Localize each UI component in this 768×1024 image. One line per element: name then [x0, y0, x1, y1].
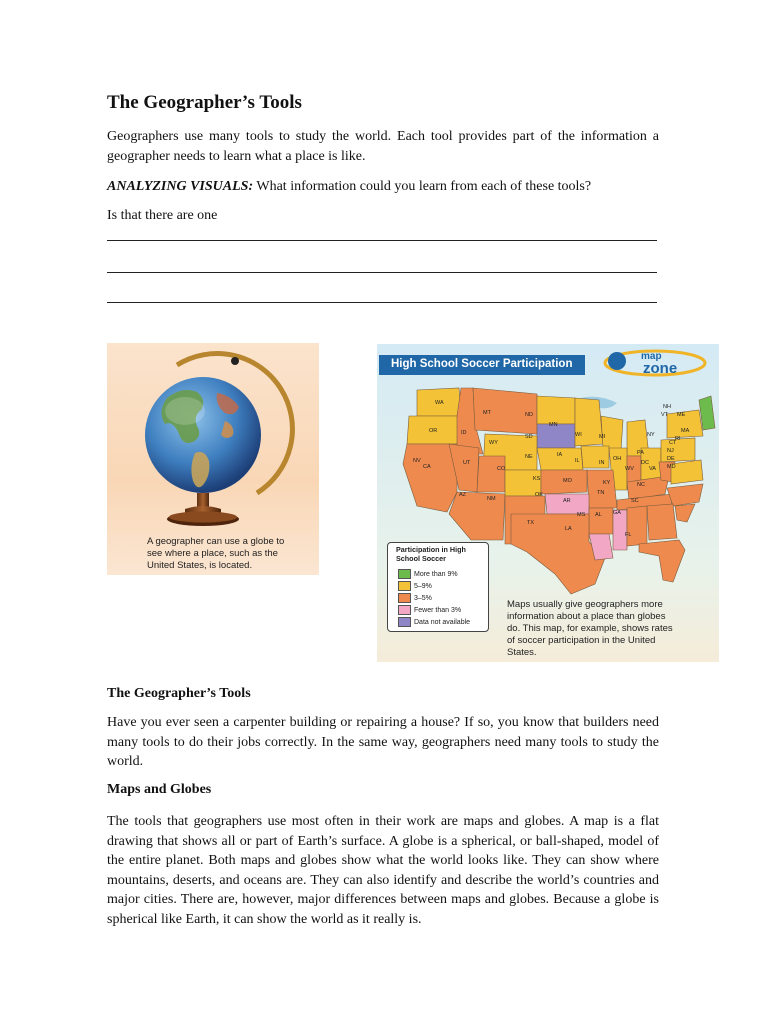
analyzing-visuals-question: What information could you learn from each of these tools? [253, 179, 592, 194]
svg-text:WV: WV [625, 466, 634, 472]
svg-text:VT: VT [661, 412, 669, 418]
svg-text:FL: FL [625, 532, 632, 538]
svg-text:MS: MS [577, 512, 586, 518]
section-maps-globes-paragraph: The tools that geographers use most often in their work are maps and globes. A map is a flat drawing that shows all or part of Earth’s surface. A globe is a spherical, or ball-shaped, model of the entire planet. Both maps and globes show what the world looks like. They can show where mountains, deserts, and oceans are. They can also identify and describe the world’s countries and major cities. There are, however, major differences between maps and globes. Because a globe is spherical like Earth, it can show the world as it really is. [107, 814, 659, 927]
svg-text:MD: MD [667, 464, 676, 470]
analyzing-visuals-label: ANALYZING VISUALS: [107, 179, 254, 194]
svg-text:AR: AR [563, 498, 571, 504]
map-zone-logo-top: map [641, 351, 662, 362]
svg-text:ID: ID [461, 430, 467, 436]
svg-text:DE: DE [667, 456, 675, 462]
svg-text:NH: NH [663, 404, 671, 410]
legend-swatch [398, 593, 411, 603]
svg-text:IN: IN [599, 460, 605, 466]
legend-item: More than 9% [398, 569, 458, 579]
svg-text:WY: WY [489, 440, 498, 446]
svg-text:UT: UT [463, 460, 471, 466]
svg-text:WA: WA [435, 400, 444, 406]
svg-text:IL: IL [575, 458, 580, 464]
svg-text:PA: PA [637, 450, 644, 456]
svg-text:AL: AL [595, 512, 602, 518]
legend-item: Data not available [398, 617, 470, 627]
svg-text:MT: MT [483, 410, 491, 416]
map-zone-logo-bottom: zone [643, 360, 678, 377]
globe-figure [107, 343, 319, 575]
svg-text:ND: ND [525, 412, 533, 418]
answer-text[interactable]: Is that there are one [107, 208, 218, 223]
svg-text:SC: SC [631, 498, 639, 504]
svg-text:KY: KY [603, 480, 611, 486]
analyzing-visuals-prompt [107, 177, 659, 197]
svg-text:RI: RI [675, 436, 681, 442]
svg-text:NM: NM [487, 496, 496, 502]
svg-text:MO: MO [563, 478, 572, 484]
svg-text:AZ: AZ [459, 492, 467, 498]
answer-line-1[interactable] [107, 240, 657, 241]
legend-swatch [398, 569, 411, 579]
svg-text:ME: ME [677, 412, 686, 418]
legend-swatch [398, 581, 411, 591]
svg-text:OK: OK [535, 492, 543, 498]
map-caption: Maps usually give geographers more information about a place than globes do. This map, for example, shows rates of soccer participation in the United States. [507, 599, 673, 658]
svg-text:NV: NV [413, 458, 421, 464]
svg-text:SD: SD [525, 434, 533, 440]
svg-text:NC: NC [637, 482, 645, 488]
map-legend [387, 542, 489, 632]
svg-text:NE: NE [525, 454, 533, 460]
answer-line-2[interactable] [107, 272, 657, 273]
svg-text:NY: NY [647, 432, 655, 438]
svg-text:LA: LA [565, 526, 572, 532]
legend-item: 3–5% [398, 593, 432, 603]
map-figure [377, 344, 719, 662]
svg-text:NJ: NJ [667, 448, 674, 454]
legend-item: Fewer than 3% [398, 605, 461, 615]
svg-text:IA: IA [557, 452, 563, 458]
answer-line-3[interactable] [107, 302, 657, 303]
svg-text:OR: OR [429, 428, 438, 434]
legend-swatch [398, 617, 411, 627]
svg-text:CA: CA [423, 464, 431, 470]
section-tools-paragraph: Have you ever seen a carpenter building or repairing a house? If so, you know that builders need many tools to do their jobs correctly. In the same way, geographers need many tools to study the world. [107, 715, 659, 769]
legend-swatch [398, 605, 411, 615]
section-heading-tools: The Geographer’s Tools [107, 686, 251, 701]
legend-title: Participation in High School Soccer [396, 545, 466, 563]
svg-text:MA: MA [681, 428, 690, 434]
svg-text:TX: TX [527, 520, 535, 526]
globe-caption: A geographer can use a globe to see where a place, such as the United States, is located. [147, 536, 285, 571]
svg-text:KS: KS [533, 476, 541, 482]
svg-text:WI: WI [575, 432, 582, 438]
svg-text:TN: TN [597, 490, 605, 496]
svg-text:OH: OH [613, 456, 622, 462]
svg-text:CT: CT [669, 440, 677, 446]
page-title: The Geographer’s Tools [107, 92, 302, 113]
svg-text:CO: CO [497, 466, 506, 472]
svg-text:DC: DC [641, 460, 649, 466]
section-heading-maps-globes: Maps and Globes [107, 782, 212, 797]
intro-paragraph: Geographers use many tools to study the world. Each tool provides part of the information a geographer needs to learn what a place is like. [107, 129, 659, 164]
legend-item: 5–9% [398, 581, 432, 591]
map-title: High School Soccer Participation [391, 358, 573, 370]
svg-text:MI: MI [599, 434, 606, 440]
svg-text:GA: GA [613, 510, 621, 516]
svg-text:MN: MN [549, 422, 558, 428]
svg-text:VA: VA [649, 466, 656, 472]
